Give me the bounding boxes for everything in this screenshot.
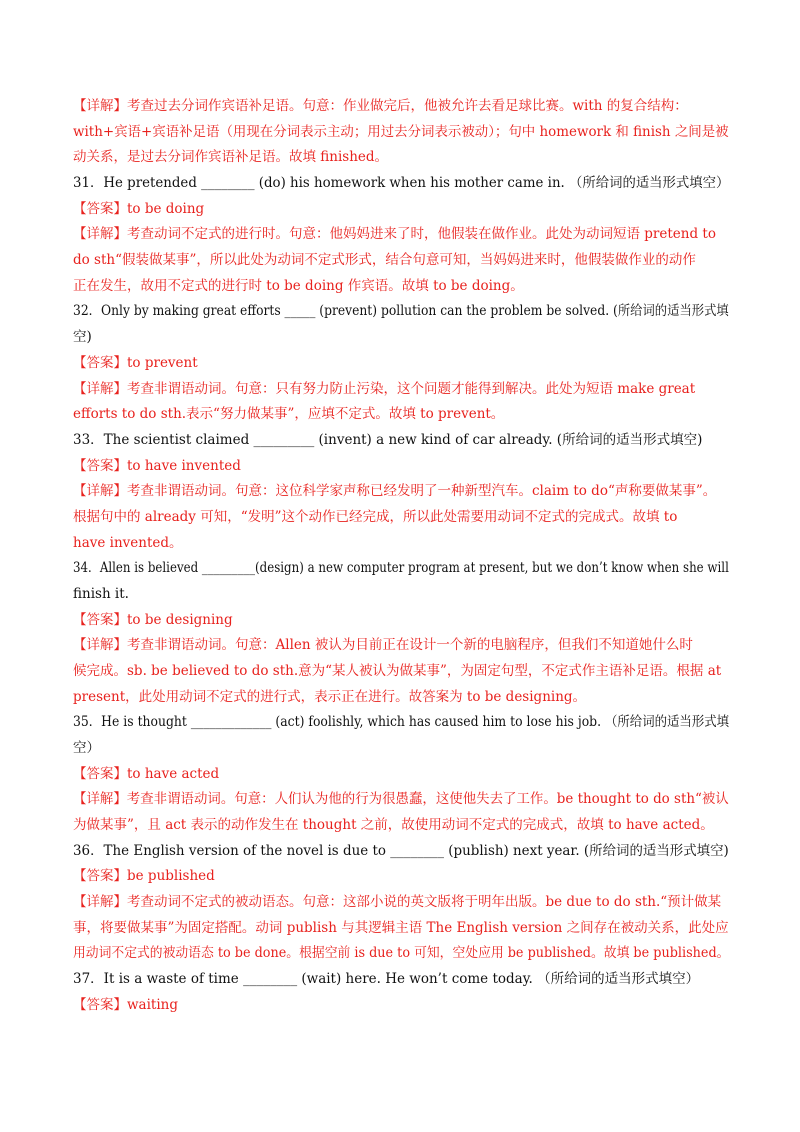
explanation-line: efforts to do sth.表示“努力做某事”，应填不定式。故填 to prevent。	[73, 406, 505, 422]
explanation-line: 【详解】考查非谓语动词。句意：人们认为他的行为很愚蠢，这使他失去了工作。be thought to do sth“被认	[73, 791, 729, 807]
explanation-line: 候完成。sb. be believed to do sth.意为“某人被认为做某事”，为固定句型，不定式作主语补足语。根据 at	[73, 663, 722, 679]
explanation-line: 【详解】考查动词不定式的进行时。句意：他妈妈进来了时，他假装在做作业。此处为动词短语 pretend to	[73, 226, 716, 242]
question-37: 37．It is a waste of time ________ (wait) here. He won’t come today. （所给词的适当形式填空）	[73, 971, 700, 987]
explanation-line: 事，将要做某事”为固定搭配。动词 publish 与其逻辑主语 The English version 之间存在被动关系，此处应	[73, 920, 729, 936]
question-34: 34．Allen is believed _________(design) a new computer program at present, but we don’t know when she will	[73, 560, 729, 576]
explanation-line: present，此处用动词不定式的进行式，表示正在进行。故答案为 to be designing。	[73, 689, 587, 705]
question-32-cont: 空)	[73, 329, 92, 345]
explanation-line: have invented。	[73, 535, 183, 551]
answer-32: 【答案】to prevent	[73, 355, 198, 371]
answer-36: 【答案】be published	[73, 868, 215, 884]
explanation-line: 根据句中的 already 可知，“发明”这个动作已经完成，所以此处需要用动词不定式的完成式。故填 to	[73, 509, 678, 525]
explanation-line: 动关系，是过去分词作宾语补足语。故填 finished。	[73, 149, 389, 165]
question-32: 32．Only by making great efforts _____ (prevent) pollution can the problem be solved. (所给词的适当形式填	[73, 303, 729, 319]
explanation-line: 正在发生，故用不定式的进行时 to be doing 作宾语。故填 to be doing。	[73, 278, 524, 294]
explanation-line: 【详解】考查非谓语动词。句意：这位科学家声称已经发明了一种新型汽车。claim to do“声称要做某事”。	[73, 483, 717, 499]
answer-35: 【答案】to have acted	[73, 766, 220, 782]
explanation-line: 【详解】考查非谓语动词。句意：只有努力防止污染，这个问题才能得到解决。此处为短语 make great	[73, 381, 696, 397]
answer-34: 【答案】to be designing	[73, 612, 233, 628]
question-33: 33．The scientist claimed _________ (invent) a new kind of car already. (所给词的适当形式填空)	[73, 432, 703, 448]
explanation-line: 【详解】考查非谓语动词。句意：Allen 被认为目前正在设计一个新的电脑程序，但我们不知道她什么时	[73, 637, 693, 653]
answer-37: 【答案】waiting	[73, 997, 179, 1013]
explanation-line: with+宾语+宾语补足语（用现在分词表示主动；用过去分词表示被动）；句中 homework 和 finish 之间是被	[73, 124, 729, 140]
question-35-cont: 空）	[73, 740, 100, 756]
answer-33: 【答案】to have invented	[73, 458, 241, 474]
explanation-line: 为做某事”，且 act 表示的动作发生在 thought 之前，故使用动词不定式的完成式，故填 to have acted。	[73, 817, 714, 833]
question-35: 35．He is thought _____________ (act) foolishly, which has caused him to lose his job. （所给词的适当形式填	[73, 714, 730, 730]
explanation-line: do sth“假装做某事”，所以此处为动词不定式形式，结合句意可知，当妈妈进来时，他假装做作业的动作	[73, 252, 696, 268]
explanation-line: 用动词不定式的被动语态 to be done。根据空前 is due to 可知，空处应用 be published。故填 be published。	[73, 945, 730, 961]
answer-31: 【答案】to be doing	[73, 201, 205, 217]
question-36: 36．The English version of the novel is due to ________ (publish) next year. (所给词的适当形式填空)	[73, 843, 729, 859]
question-34-cont: finish it.	[73, 586, 129, 602]
question-31: 31．He pretended ________ (do) his homework when his mother came in. （所给词的适当形式填空）	[73, 175, 730, 191]
explanation-line: 【详解】考查动词不定式的被动语态。句意：这部小说的英文版将于明年出版。be due to do sth.“预计做某	[73, 894, 722, 910]
explanation-line: 【详解】考查过去分词作宾语补足语。句意：作业做完后，他被允许去看足球比赛。with 的复合结构：	[73, 98, 688, 114]
